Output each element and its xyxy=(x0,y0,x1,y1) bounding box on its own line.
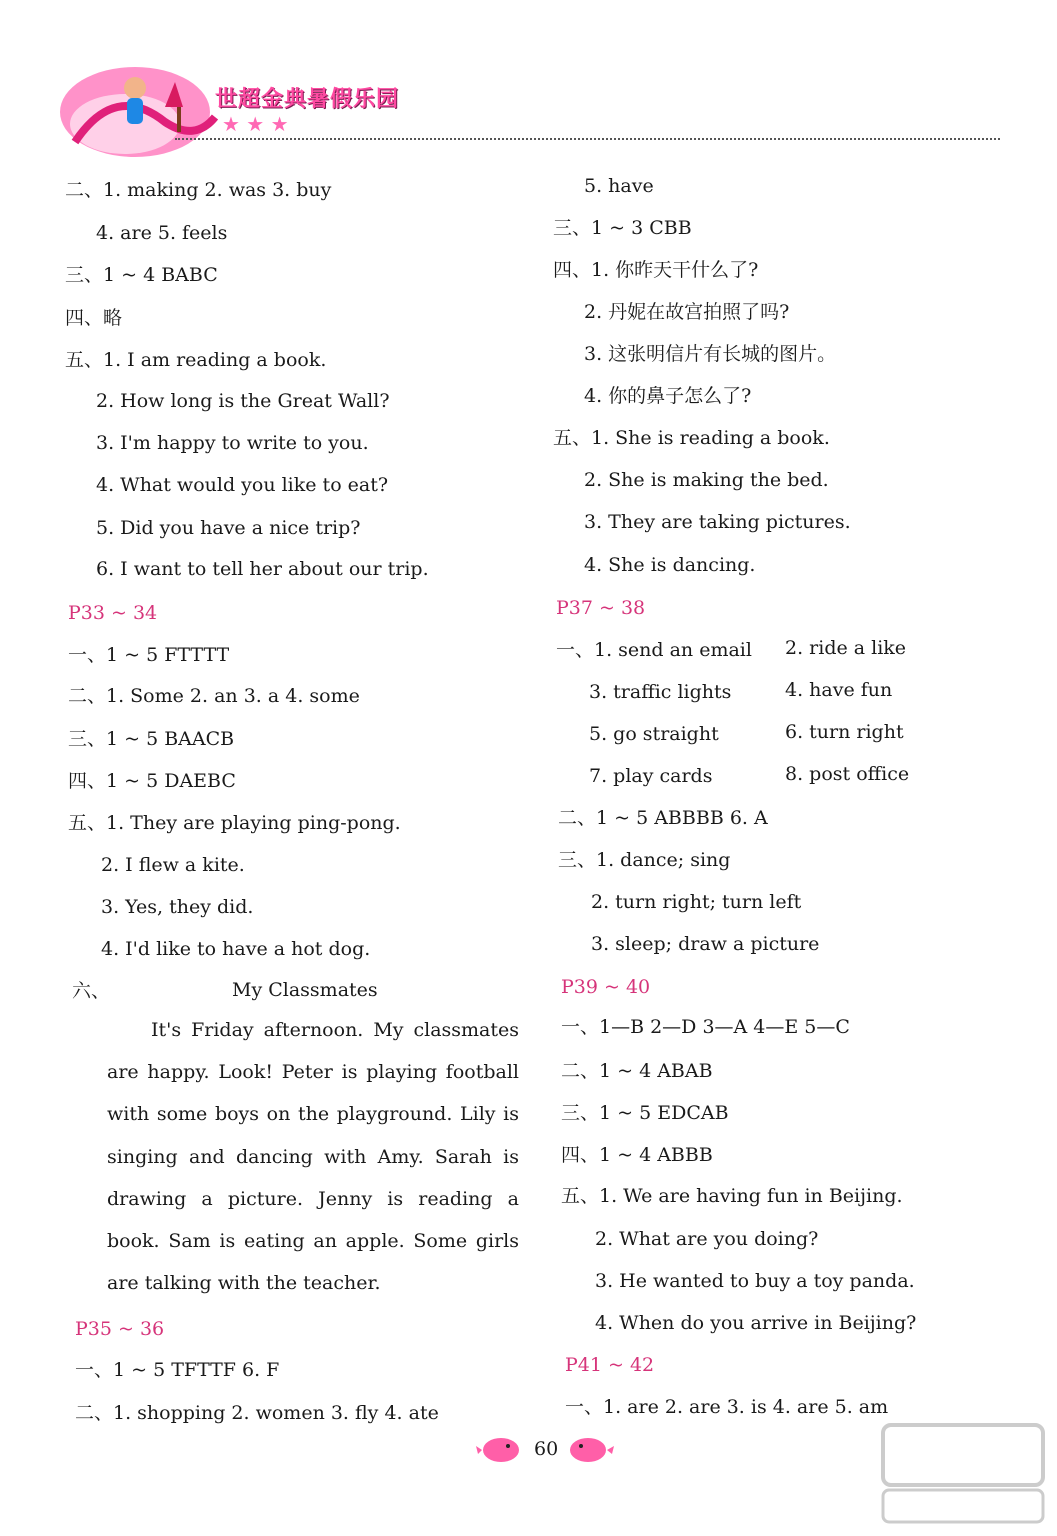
answer-line: 五、1. She is reading a book. xyxy=(553,427,830,449)
section-heading: P39 ~ 40 xyxy=(561,976,651,998)
answer-line: 三、1 ~ 5 EDCAB xyxy=(561,1102,729,1124)
answer-line: 4. She is dancing. xyxy=(584,554,756,576)
answer-line: 7. play cards xyxy=(589,765,713,787)
answer-line: 4. I'd like to have a hot dog. xyxy=(101,938,371,960)
section-heading: P33 ~ 34 xyxy=(68,602,158,624)
answer-line: 三、1 ~ 5 BAACB xyxy=(68,728,235,750)
answer-line: 二、1 ~ 5 ABBBB 6. A xyxy=(558,807,768,829)
section-heading: P35 ~ 36 xyxy=(75,1318,165,1340)
answer-line: 2. 丹妮在故宫拍照了吗? xyxy=(584,301,790,323)
answer-line: 3. traffic lights xyxy=(589,681,732,703)
answer-line: 4. When do you arrive in Beijing? xyxy=(595,1312,917,1334)
answer-line: 一、1 ~ 5 FTTTT xyxy=(68,644,230,666)
answer-line: 一、1—B 2—D 3—A 4—E 5—C xyxy=(561,1016,850,1038)
answer-line: 四、1 ~ 4 ABBB xyxy=(561,1144,713,1166)
answer-line: 三、1 ~ 3 CBB xyxy=(553,217,692,239)
answer-line: 4. are 5. feels xyxy=(96,222,228,244)
answer-line: 五、1. We are having fun in Beijing. xyxy=(561,1185,903,1207)
answer-line: 6. I want to tell her about our trip. xyxy=(96,558,429,580)
answer-line: 四、1. 你昨天干什么了? xyxy=(553,259,759,281)
answer-line: 4. What would you like to eat? xyxy=(96,474,389,496)
answer-line: 3. sleep; draw a picture xyxy=(591,933,820,955)
answer-line: 6. turn right xyxy=(785,721,904,743)
answer-line: 3. He wanted to buy a toy panda. xyxy=(595,1270,915,1292)
answer-line: 3. I'm happy to write to you. xyxy=(96,432,369,454)
answer-line: 8. post office xyxy=(785,763,910,785)
answer-line: 2. What are you doing? xyxy=(595,1228,819,1250)
section-heading: P37 ~ 38 xyxy=(556,597,646,619)
answer-line: 一、1. send an email xyxy=(556,639,752,661)
answer-line: 3. Yes, they did. xyxy=(101,896,254,918)
header-divider xyxy=(175,138,1000,140)
decorative-stars: ★ ★ ★ xyxy=(222,112,289,136)
answer-line: 5. Did you have a nice trip? xyxy=(96,517,361,539)
brand-title: 世超金典暑假乐园 xyxy=(215,87,400,112)
answer-line: 5. have xyxy=(584,175,654,197)
answer-line: 2. How long is the Great Wall? xyxy=(96,390,390,412)
section-heading: P41 ~ 42 xyxy=(565,1354,655,1376)
answer-line: 二、1. Some 2. an 3. a 4. some xyxy=(68,685,360,707)
answer-line: 2. I flew a kite. xyxy=(101,854,245,876)
answer-line: 5. go straight xyxy=(589,723,719,745)
answer-line: 四、1 ~ 5 DAEBC xyxy=(68,770,236,792)
answer-line: 三、1 ~ 4 BABC xyxy=(65,264,218,286)
essay-body: It's Friday afternoon. My classmates are happy. Look! Peter is playing football with some boys on the playground. Lily is singing and dancing with Amy. Sarah is drawing a picture. Jenny is reading a book. Sam is eating an apple. Some girls are talking with the teacher. xyxy=(107,1019,519,1295)
answer-line: 2. She is making the bed. xyxy=(584,469,829,491)
answer-line: 二、1 ~ 4 ABAB xyxy=(561,1060,713,1082)
answer-line: 2. ride a like xyxy=(785,637,907,659)
answer-line: 一、1 ~ 5 TFTTF 6. F xyxy=(75,1359,280,1381)
essay-title: My Classmates xyxy=(232,979,378,1001)
answer-line: 一、1. are 2. are 3. is 4. are 5. am xyxy=(565,1396,889,1418)
answer-line: 五、1. I am reading a book. xyxy=(65,349,327,371)
answer-line: 二、1. making 2. was 3. buy xyxy=(65,179,332,201)
answer-line: 4. have fun xyxy=(785,679,893,701)
answer-line: 四、略 xyxy=(65,307,123,329)
answer-line: 3. They are taking pictures. xyxy=(584,511,851,533)
answer-line: 五、1. They are playing ping-pong. xyxy=(68,812,401,834)
answer-line: 2. turn right; turn left xyxy=(591,891,802,913)
answer-line: 4. 你的鼻子怎么了? xyxy=(584,385,752,407)
page-number: 60 xyxy=(534,1438,559,1460)
page-header xyxy=(0,0,1057,160)
answer-line: 3. 这张明信片有长城的图片。 xyxy=(584,343,837,365)
answer-line: 三、1. dance; sing xyxy=(558,849,731,871)
answer-line: 二、1. shopping 2. women 3. fly 4. ate xyxy=(75,1402,439,1424)
watermark-logo-icon xyxy=(878,1420,1048,1528)
answer-line: 六、 xyxy=(72,980,111,1002)
